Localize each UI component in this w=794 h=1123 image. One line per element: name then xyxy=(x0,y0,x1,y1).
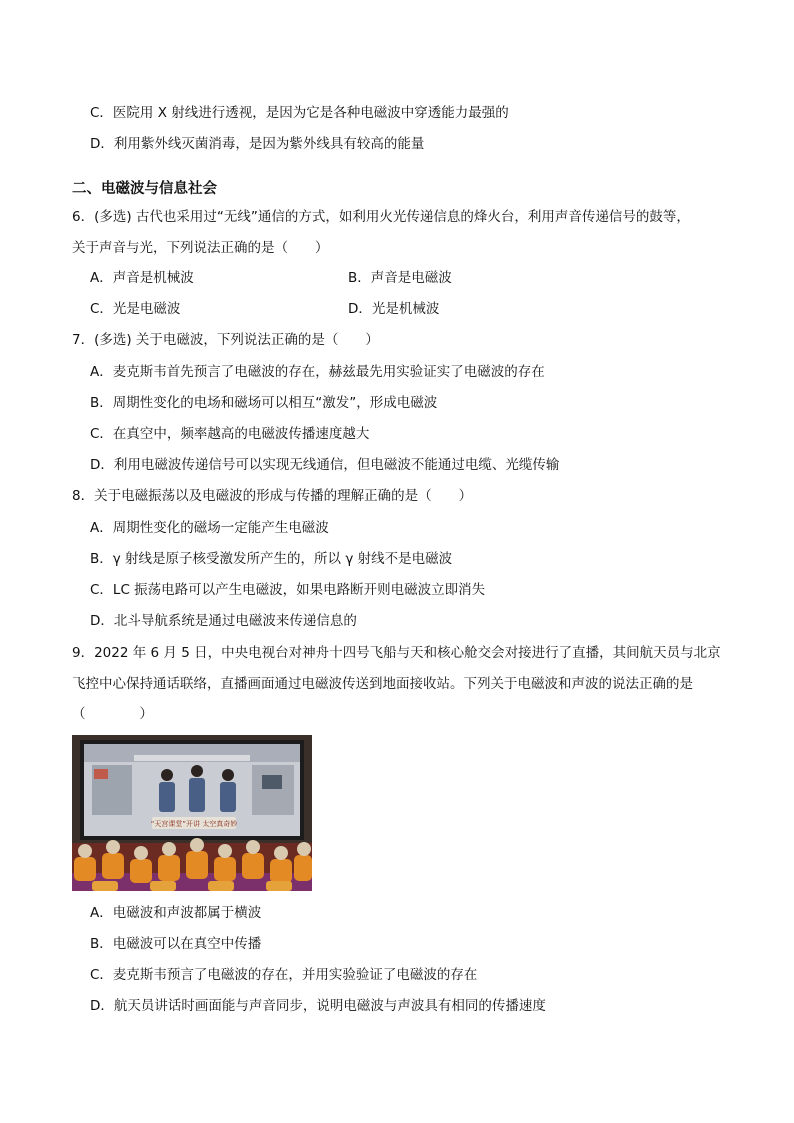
q6-option-d: D．光是机械波 xyxy=(348,301,440,317)
q6-option-b: B．声音是电磁波 xyxy=(348,270,452,286)
q8-option-d: D．北斗导航系统是通过电磁波来传递信息的 xyxy=(90,613,357,629)
q9-option-b: B．电磁波可以在真空中传播 xyxy=(90,936,262,952)
section-heading: 二、电磁波与信息社会 xyxy=(72,181,217,197)
q5-option-c: C．医院用 X 射线进行透视，是因为它是各种电磁波中穿透能力最强的 xyxy=(90,105,509,121)
broadcast-caption: “天宫课堂”开讲 太空真奇妙 xyxy=(150,820,238,828)
q7-stem: 7．(多选) 关于电磁波，下列说法正确的是（ ） xyxy=(72,332,379,348)
q6-option-c: C．光是电磁波 xyxy=(90,301,181,317)
broadcast-photo xyxy=(72,735,312,891)
q7-option-c: C．在真空中，频率越高的电磁波传播速度越大 xyxy=(90,426,370,442)
q6-option-a: A．声音是机械波 xyxy=(90,270,194,286)
q9-option-d: D．航天员讲话时画面能与声音同步，说明电磁波与声波具有相同的传播速度 xyxy=(90,998,546,1014)
q7-option-b: B．周期性变化的电场和磁场可以相互“激发”，形成电磁波 xyxy=(90,395,438,411)
q6-stem-line2: 关于声音与光，下列说法正确的是（ ） xyxy=(72,240,329,256)
q8-option-b: B．γ 射线是原子核受激发所产生的，所以 γ 射线不是电磁波 xyxy=(90,551,453,567)
broadcast-photo-illustration xyxy=(72,735,312,891)
q5-option-d: D．利用紫外线灭菌消毒，是因为紫外线具有较高的能量 xyxy=(90,136,425,152)
q9-option-c: C．麦克斯韦预言了电磁波的存在，并用实验验证了电磁波的存在 xyxy=(90,967,478,983)
q7-option-a: A．麦克斯韦首先预言了电磁波的存在，赫兹最先用实验证实了电磁波的存在 xyxy=(90,364,545,380)
q9-option-a: A．电磁波和声波都属于横波 xyxy=(90,905,262,921)
q9-stem-line3: （ ） xyxy=(72,706,153,722)
q9-stem-line1: 9．2022 年 6 月 5 日，中央电视台对神舟十四号飞船与天和核心舱交会对接进行了直播，其间航天员与北京 xyxy=(72,645,721,661)
q8-option-c: C．LC 振荡电路可以产生电磁波，如果电路断开则电磁波立即消失 xyxy=(90,582,486,598)
q8-stem: 8．关于电磁振荡以及电磁波的形成与传播的理解正确的是（ ） xyxy=(72,488,473,504)
q6-stem-line1: 6．(多选) 古代也采用过“无线”通信的方式，如利用火光传递信息的烽火台，利用声音传递信号的鼓等， xyxy=(72,209,690,225)
q7-option-d: D．利用电磁波传递信号可以实现无线通信，但电磁波不能通过电缆、光缆传输 xyxy=(90,457,560,473)
q9-stem-line2: 飞控中心保持通话联络，直播画面通过电磁波传送到地面接收站。下列关于电磁波和声波的说法正确的是 xyxy=(72,676,693,692)
q8-option-a: A．周期性变化的磁场一定能产生电磁波 xyxy=(90,520,329,536)
